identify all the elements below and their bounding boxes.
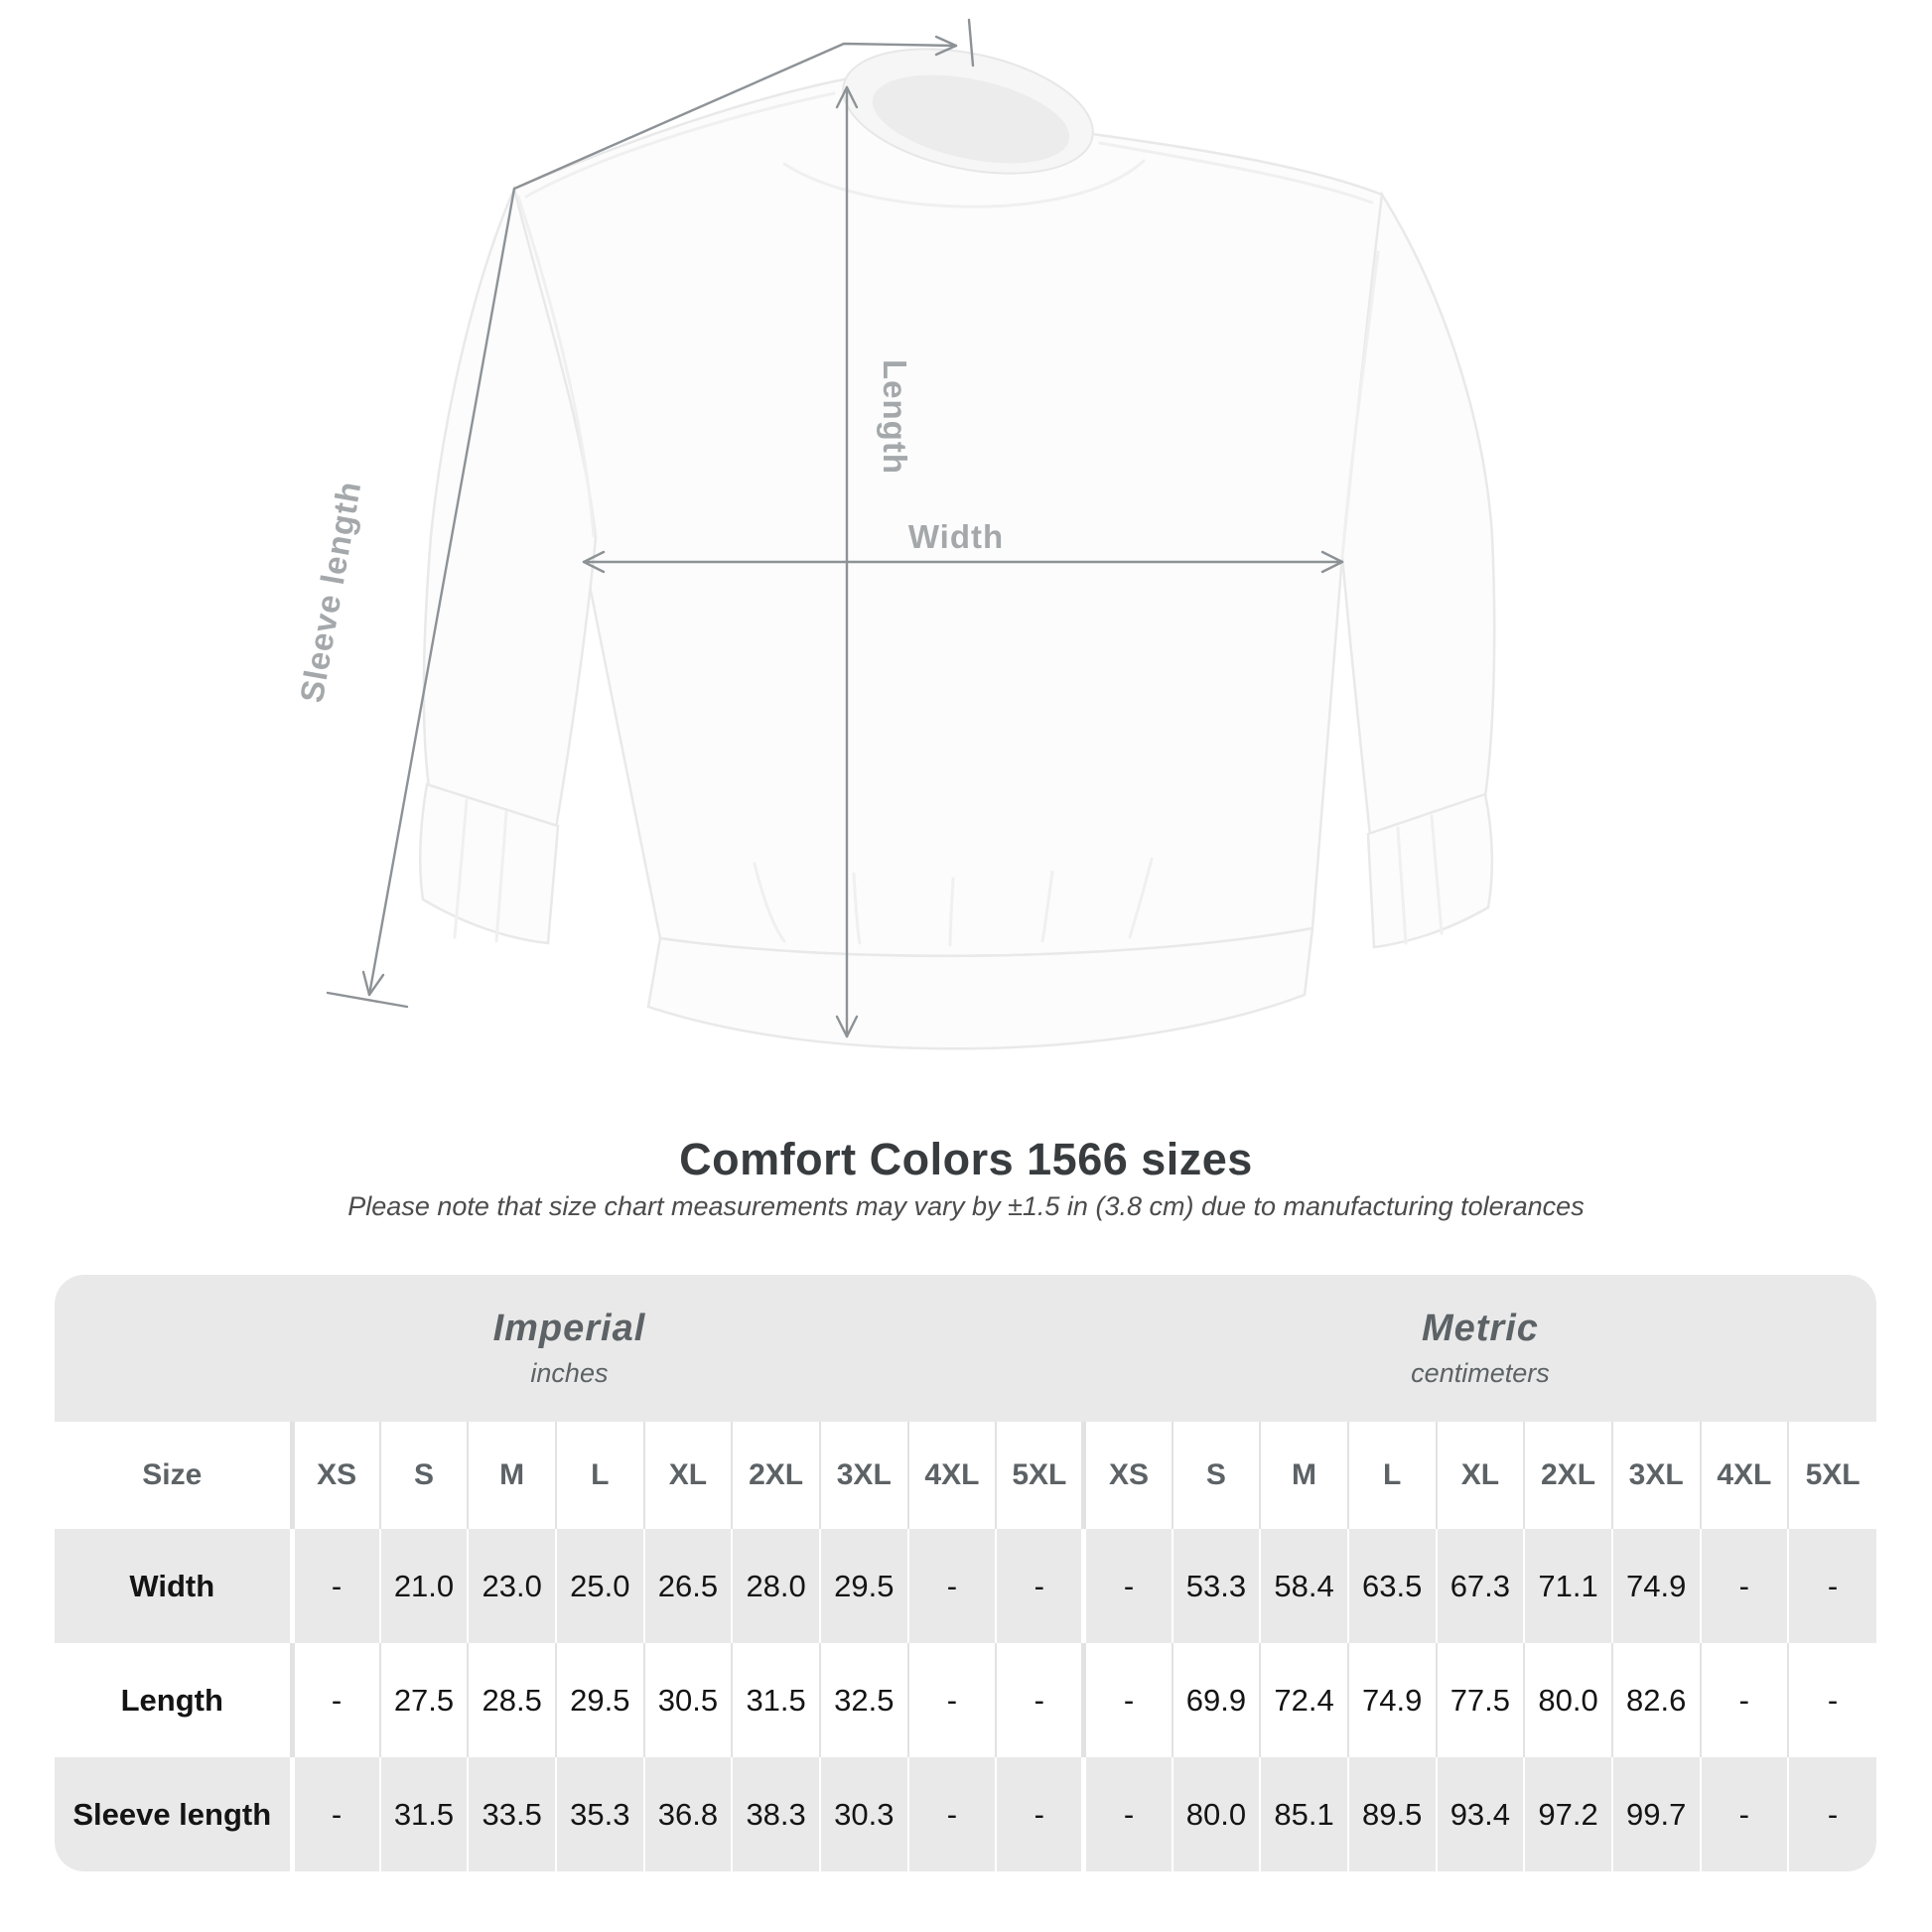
tolerance-note: Please note that size chart measurements may vary by ±1.5 in (3.8 cm) due to manufacturing tolerances [347, 1191, 1585, 1221]
imperial-group-header [55, 1275, 1084, 1422]
size-header-cell: 4XL [908, 1422, 997, 1529]
size-header-cell: 4XL [1701, 1422, 1789, 1529]
metric-value-cell: 74.9 [1348, 1643, 1437, 1757]
imperial-value-cell: 27.5 [380, 1643, 469, 1757]
metric-value-cell: 89.5 [1348, 1757, 1437, 1871]
imperial-value-cell: 26.5 [644, 1529, 733, 1643]
sleeve-length-label: Sleeve length [292, 478, 368, 706]
metric-value-cell: 85.1 [1260, 1757, 1348, 1871]
imperial-value-cell: 23.0 [468, 1529, 556, 1643]
metric-group-header [1084, 1275, 1876, 1422]
size-table [55, 1275, 1876, 1871]
imperial-value-cell: - [292, 1757, 380, 1871]
metric-value-cell: 99.7 [1612, 1757, 1701, 1871]
metric-value-cell: 53.3 [1173, 1529, 1261, 1643]
imperial-value-cell: 32.5 [820, 1643, 908, 1757]
measurement-row [55, 1529, 1876, 1643]
metric-value-cell: - [1084, 1529, 1173, 1643]
metric-value-cell: - [1827, 1568, 1839, 1603]
measurement-row [55, 1757, 1876, 1871]
imperial-value-cell: 31.5 [732, 1643, 820, 1757]
page-title: Comfort Colors 1566 sizes [679, 1134, 1253, 1184]
metric-value-cell: 67.3 [1437, 1529, 1525, 1643]
size-header-cell: L [1348, 1422, 1437, 1529]
metric-value-cell: 97.2 [1524, 1757, 1612, 1871]
row-label: Length [55, 1643, 292, 1757]
imperial-value-cell: - [908, 1643, 997, 1757]
row-label: Sleeve length [55, 1757, 292, 1871]
metric-value-cell: - [1701, 1643, 1789, 1757]
imperial-value-cell: 30.3 [820, 1757, 908, 1871]
imperial-value-cell: 33.5 [468, 1757, 556, 1871]
size-header-cell: S [380, 1422, 469, 1529]
length-label: Length [877, 359, 913, 475]
size-header-cell: 2XL [732, 1422, 820, 1529]
imperial-value-cell: - [996, 1757, 1084, 1871]
size-header-cell: XS [1084, 1422, 1173, 1529]
metric-value-cell: - [1084, 1757, 1173, 1871]
size-column-header: Size [55, 1422, 292, 1529]
imperial-value-cell: - [908, 1529, 997, 1643]
metric-value-cell: 82.6 [1612, 1643, 1701, 1757]
imperial-group-unit: inches [530, 1358, 609, 1388]
size-header-cell: 5XL [996, 1422, 1084, 1529]
imperial-value-cell: 38.3 [732, 1757, 820, 1871]
imperial-value-cell: 21.0 [380, 1529, 469, 1643]
size-header-cell: S [1173, 1422, 1261, 1529]
width-label: Width [907, 518, 1005, 555]
metric-value-cell: - [1827, 1796, 1839, 1832]
measurement-row [55, 1643, 1876, 1757]
size-header-cell: 2XL [1524, 1422, 1612, 1529]
size-header-cell: 3XL [1612, 1422, 1701, 1529]
metric-value-cell: 74.9 [1612, 1529, 1701, 1643]
size-header-cell: M [1260, 1422, 1348, 1529]
metric-value-cell: 80.0 [1173, 1757, 1261, 1871]
imperial-value-cell: 36.8 [644, 1757, 733, 1871]
size-header-cell: XL [644, 1422, 733, 1529]
row-label: Width [55, 1529, 292, 1643]
imperial-value-cell: 25.0 [556, 1529, 644, 1643]
imperial-value-cell: 28.0 [732, 1529, 820, 1643]
size-header-cell: M [468, 1422, 556, 1529]
metric-value-cell: - [1701, 1757, 1789, 1871]
metric-group-unit: centimeters [1411, 1358, 1550, 1388]
imperial-value-cell: - [292, 1529, 380, 1643]
imperial-value-cell: - [996, 1643, 1084, 1757]
imperial-value-cell: - [996, 1529, 1084, 1643]
size-header-row [55, 1422, 1876, 1529]
metric-value-cell: - [1827, 1682, 1839, 1718]
imperial-value-cell: 35.3 [556, 1757, 644, 1871]
imperial-value-cell: 30.5 [644, 1643, 733, 1757]
imperial-value-cell: - [908, 1757, 997, 1871]
metric-group-name: Metric [1421, 1308, 1539, 1349]
size-header-cell: 5XL [1805, 1458, 1861, 1491]
size-header-cell: XS [292, 1422, 380, 1529]
unit-group-row [55, 1275, 1876, 1422]
size-header-cell: 3XL [820, 1422, 908, 1529]
metric-value-cell: - [1701, 1529, 1789, 1643]
metric-value-cell: 58.4 [1260, 1529, 1348, 1643]
imperial-value-cell: - [292, 1643, 380, 1757]
metric-value-cell: 63.5 [1348, 1529, 1437, 1643]
size-header-cell: XL [1437, 1422, 1525, 1529]
size-header-cell: L [556, 1422, 644, 1529]
metric-value-cell: 71.1 [1524, 1529, 1612, 1643]
imperial-group-name: Imperial [492, 1308, 646, 1349]
metric-value-cell: 69.9 [1173, 1643, 1261, 1757]
metric-value-cell: 72.4 [1260, 1643, 1348, 1757]
size-chart-table [55, 1275, 1876, 1871]
imperial-value-cell: 29.5 [556, 1643, 644, 1757]
imperial-value-cell: 28.5 [468, 1643, 556, 1757]
metric-value-cell: 93.4 [1437, 1757, 1525, 1871]
metric-value-cell: - [1084, 1643, 1173, 1757]
metric-value-cell: 77.5 [1437, 1643, 1525, 1757]
metric-value-cell: 80.0 [1524, 1643, 1612, 1757]
imperial-value-cell: 31.5 [380, 1757, 469, 1871]
imperial-value-cell: 29.5 [820, 1529, 908, 1643]
